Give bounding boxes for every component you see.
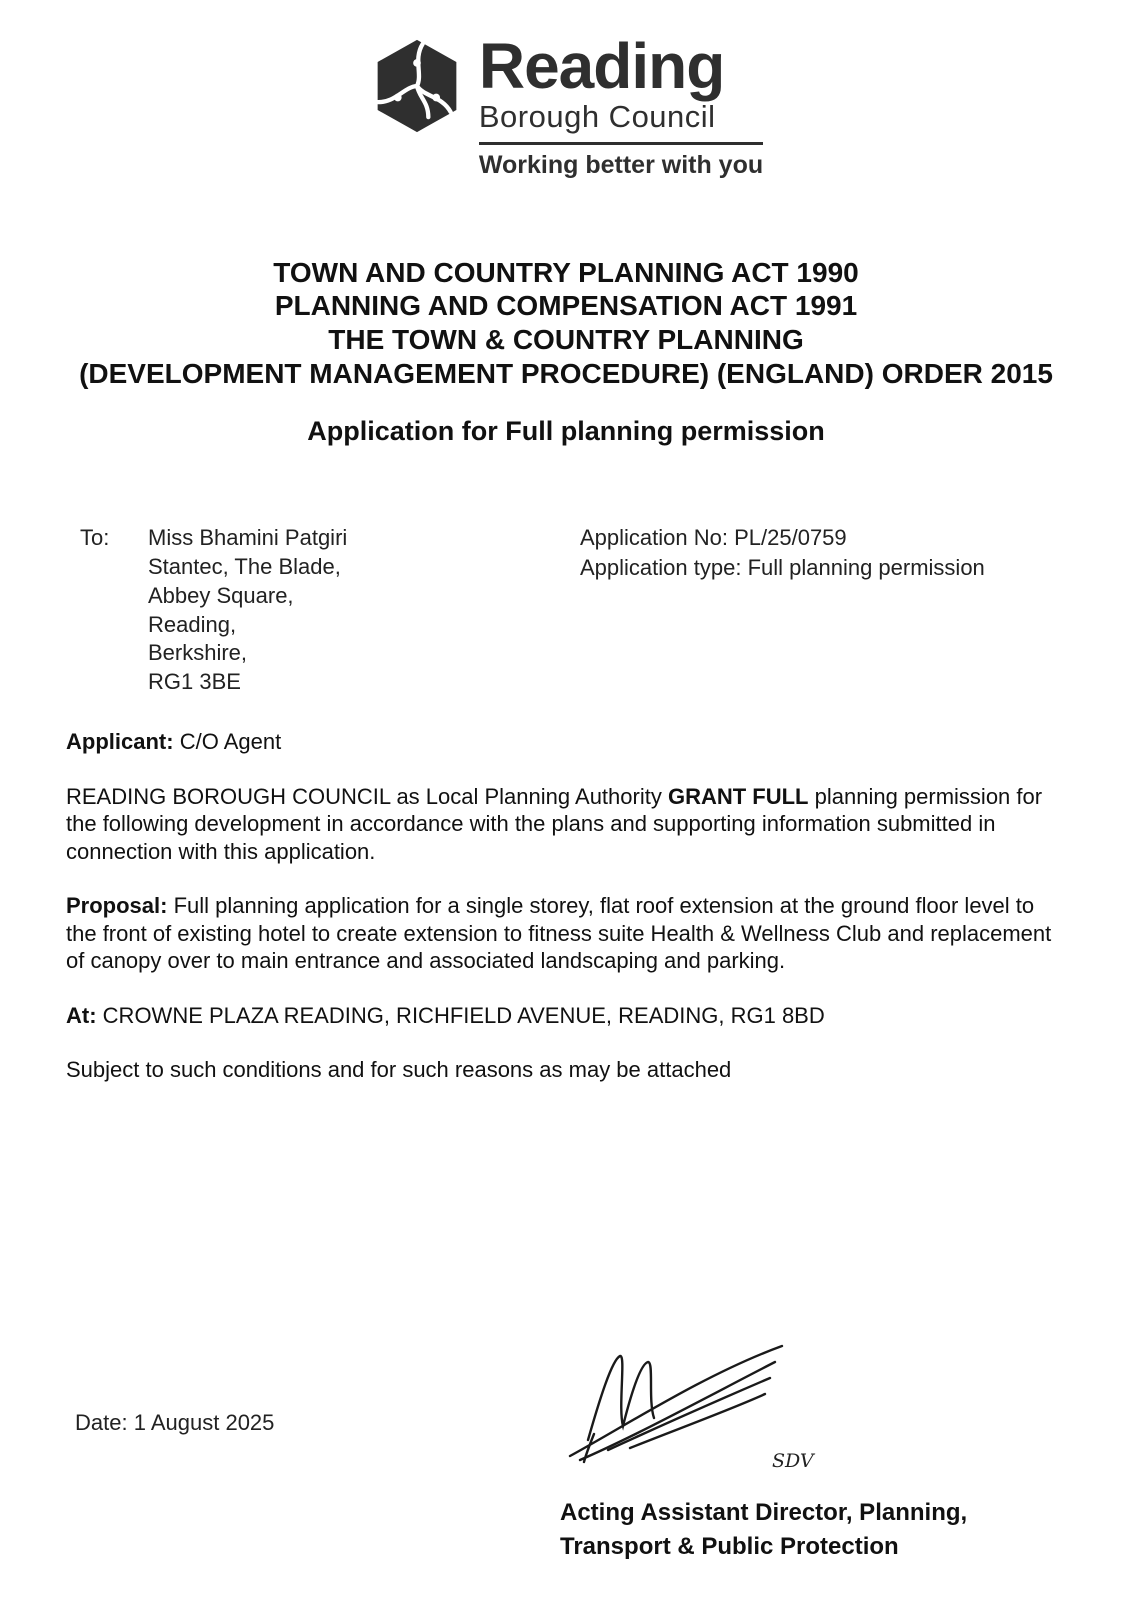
application-number-value: PL/25/0759 — [734, 525, 847, 551]
signatory-title-line-2: Transport & Public Protection — [560, 1532, 899, 1560]
address-line: Reading, — [148, 611, 237, 637]
date-label: Date: — [75, 1410, 128, 1435]
signatory-title-line-1: Acting Assistant Director, Planning, — [560, 1499, 968, 1526]
proposal-label: Proposal: — [66, 893, 168, 919]
address-line: Berkshire, — [148, 640, 248, 666]
application-info — [580, 525, 985, 698]
applicant-label: Applicant: — [66, 729, 174, 755]
address-line: Stantec, The Blade, — [148, 554, 341, 579]
recipient-section — [0, 525, 1132, 698]
council-logo — [0, 0, 1132, 180]
to-label: To: — [80, 525, 110, 551]
site-address: CROWNE PLAZA READING, RICHFIELD AVENUE, READING, RG1 8BD — [102, 1002, 825, 1028]
date-line — [75, 1410, 274, 1436]
address-line: Abbey Square, — [148, 582, 294, 608]
logo-text — [478, 30, 764, 180]
at-label: At: — [66, 1002, 97, 1028]
council-hexagon-puzzle-icon — [369, 36, 465, 136]
application-type-label: Application type: — [580, 555, 742, 580]
proposal-text: Full planning application for a single storey, flat roof extension at the ground floor level to the front of existing hotel to create extension to fitness suite Health & Wellness Club and replacement of canopy over to main entrance and associated landscaping and parking. — [66, 893, 1052, 974]
application-type-line — [580, 555, 985, 582]
grant-decision: GRANT FULL — [667, 783, 809, 809]
application-type-value: Full planning permission — [747, 555, 985, 580]
signatory-title — [560, 1496, 967, 1563]
application-number-line — [580, 525, 985, 552]
application-number-label: Application No: — [580, 525, 728, 551]
document-title — [0, 256, 1132, 390]
logo-name: Reading — [478, 30, 725, 102]
proposal-paragraph — [66, 892, 1066, 975]
logo-subname: Borough Council — [478, 98, 716, 134]
logo-divider — [479, 142, 763, 145]
applicant-line — [66, 728, 1066, 756]
recipient-address — [148, 525, 580, 698]
title-line-2: PLANNING AND COMPENSATION ACT 1991 — [274, 290, 858, 322]
applicant-value: C/O Agent — [179, 729, 282, 755]
address-line: RG1 3BE — [148, 669, 241, 695]
logo-tagline: Working better with you — [478, 150, 764, 179]
address-line: Miss Bhamini Patgiri — [148, 525, 348, 551]
title-line-3: THE TOWN & COUNTRY PLANNING — [328, 323, 804, 355]
signature-scribble — [560, 1338, 790, 1468]
title-line-4: (DEVELOPMENT MANAGEMENT PROCEDURE) (ENGLAND) ORDER 2015 — [79, 357, 1053, 389]
grant-paragraph — [66, 783, 1066, 866]
document-subtitle: Application for Full planning permission — [307, 416, 825, 447]
letter-body — [0, 728, 1132, 1084]
signature-initials: SDV — [772, 1450, 814, 1472]
logo-row — [369, 30, 764, 180]
conditions-line: Subject to such conditions and for such reasons as may be attached — [66, 1057, 732, 1083]
site-address-line — [66, 1002, 1066, 1030]
grant-text-before: READING BOROUGH COUNCIL as Local Planning Authority — [66, 783, 662, 809]
title-line-1: TOWN AND COUNTRY PLANNING ACT 1990 — [273, 256, 859, 288]
grant-text-after: planning permission for the following development in accordance with the plans and supporting information submitted in connection with this application. — [66, 783, 1043, 864]
letter-footer — [0, 1338, 1132, 1598]
date-value: 1 August 2025 — [133, 1410, 275, 1435]
